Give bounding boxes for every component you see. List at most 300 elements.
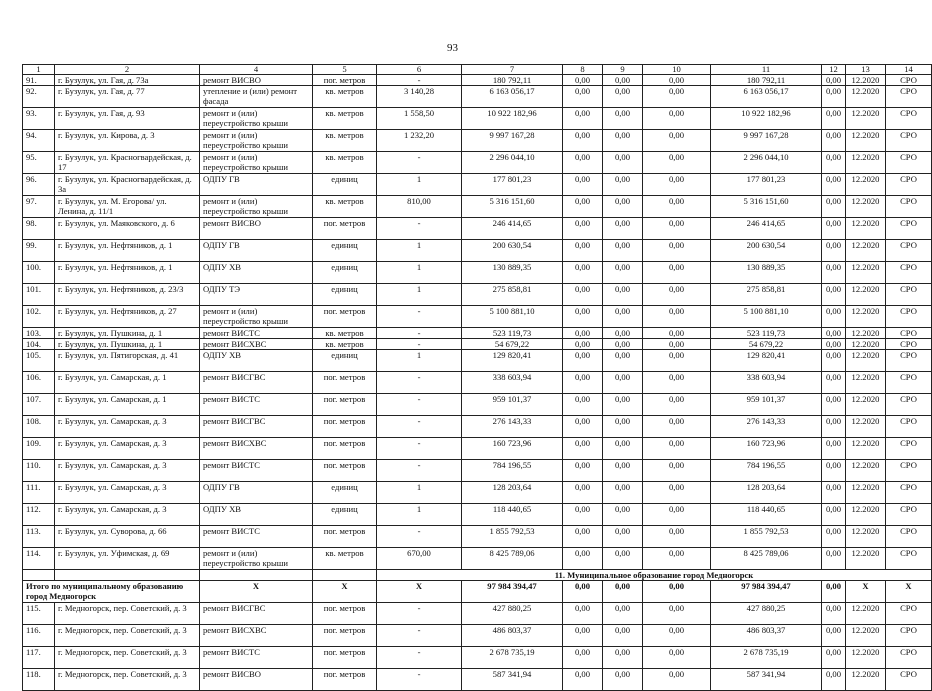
date-cell: 12.2020 — [846, 262, 886, 284]
date-cell: 12.2020 — [846, 108, 886, 130]
date-cell: 12.2020 — [846, 394, 886, 416]
total-fund: 0,00 — [563, 581, 603, 603]
total-x: X — [313, 581, 377, 603]
total-cell: 587 341,94 — [711, 669, 822, 691]
quantity-cell: 810,00 — [377, 196, 462, 218]
table-row — [23, 75, 932, 86]
row-number: 114. — [23, 548, 55, 570]
fund-cell: 0,00 — [822, 669, 846, 691]
row-number: 107. — [23, 394, 55, 416]
fund-cell: 0,00 — [822, 328, 846, 339]
fund-cell: 0,00 — [643, 262, 711, 284]
fund-cell: 0,00 — [643, 482, 711, 504]
table-row — [23, 416, 932, 438]
fund-cell: 0,00 — [822, 108, 846, 130]
fund-cell: 0,00 — [822, 152, 846, 174]
cost-cell: 129 820,41 — [462, 350, 563, 372]
method-cell: СРО — [886, 350, 932, 372]
work-type-cell: ремонт ВИСТС — [200, 647, 313, 669]
row-number: 91. — [23, 75, 55, 86]
total-cell: 427 880,25 — [711, 603, 822, 625]
fund-cell: 0,00 — [563, 482, 603, 504]
total-cell: 6 163 056,17 — [711, 86, 822, 108]
date-cell: 12.2020 — [846, 196, 886, 218]
section-spacer — [23, 570, 55, 581]
fund-cell: 0,00 — [603, 108, 643, 130]
table-row — [23, 108, 932, 130]
cost-cell: 275 858,81 — [462, 284, 563, 306]
fund-cell: 0,00 — [822, 174, 846, 196]
cost-cell: 587 341,94 — [462, 669, 563, 691]
unit-cell: кв. метров — [313, 548, 377, 570]
fund-cell: 0,00 — [603, 174, 643, 196]
unit-cell: пог. метров — [313, 669, 377, 691]
cost-cell: 338 603,94 — [462, 372, 563, 394]
fund-cell: 0,00 — [563, 394, 603, 416]
column-number: 2 — [55, 65, 200, 75]
unit-cell: кв. метров — [313, 196, 377, 218]
total-cell: 118 440,65 — [711, 504, 822, 526]
fund-cell: 0,00 — [563, 504, 603, 526]
fund-cell: 0,00 — [822, 548, 846, 570]
unit-cell: пог. метров — [313, 460, 377, 482]
fund-cell: 0,00 — [563, 372, 603, 394]
column-number-row — [23, 65, 932, 75]
total-x: X — [200, 581, 313, 603]
date-cell: 12.2020 — [846, 328, 886, 339]
fund-cell: 0,00 — [603, 262, 643, 284]
unit-cell: единиц — [313, 174, 377, 196]
fund-cell: 0,00 — [603, 86, 643, 108]
method-cell: СРО — [886, 306, 932, 328]
fund-cell: 0,00 — [603, 75, 643, 86]
table-row — [23, 669, 932, 691]
address-cell: г. Бузулук, ул. Гая, д. 73а — [55, 75, 200, 86]
date-cell: 12.2020 — [846, 460, 886, 482]
capital-repair-table — [22, 64, 932, 691]
date-cell: 12.2020 — [846, 339, 886, 350]
date-cell: 12.2020 — [846, 548, 886, 570]
fund-cell: 0,00 — [563, 75, 603, 86]
cost-cell: 486 803,37 — [462, 625, 563, 647]
fund-cell: 0,00 — [603, 504, 643, 526]
work-type-cell: ремонт и (или) переустройство крыши — [200, 108, 313, 130]
fund-cell: 0,00 — [603, 669, 643, 691]
total-cell: 486 803,37 — [711, 625, 822, 647]
cost-cell: 2 678 735,19 — [462, 647, 563, 669]
quantity-cell: - — [377, 647, 462, 669]
total-cell: 784 196,55 — [711, 460, 822, 482]
fund-cell: 0,00 — [563, 526, 603, 548]
table-row — [23, 130, 932, 152]
table-row — [23, 482, 932, 504]
total-cell: 5 316 151,60 — [711, 196, 822, 218]
fund-cell: 0,00 — [822, 394, 846, 416]
fund-cell: 0,00 — [563, 460, 603, 482]
cost-cell: 2 296 044,10 — [462, 152, 563, 174]
quantity-cell: - — [377, 625, 462, 647]
section-spacer — [55, 570, 200, 581]
fund-cell: 0,00 — [603, 372, 643, 394]
total-cell: 275 858,81 — [711, 284, 822, 306]
fund-cell: 0,00 — [563, 625, 603, 647]
fund-cell: 0,00 — [822, 372, 846, 394]
fund-cell: 0,00 — [643, 350, 711, 372]
fund-cell: 0,00 — [603, 152, 643, 174]
work-type-cell: ОДПУ ХВ — [200, 262, 313, 284]
fund-cell: 0,00 — [822, 306, 846, 328]
fund-cell: 0,00 — [643, 372, 711, 394]
work-type-cell: ремонт ВИСВО — [200, 75, 313, 86]
fund-cell: 0,00 — [563, 306, 603, 328]
address-cell: г. Бузулук, ул. Самарская, д. 1 — [55, 372, 200, 394]
quantity-cell: 1 558,50 — [377, 108, 462, 130]
fund-cell: 0,00 — [643, 548, 711, 570]
unit-cell: пог. метров — [313, 306, 377, 328]
total-label: Итого по муниципальному образованию город Медногорск — [23, 581, 200, 603]
method-cell: СРО — [886, 218, 932, 240]
row-number: 97. — [23, 196, 55, 218]
unit-cell: пог. метров — [313, 647, 377, 669]
row-number: 112. — [23, 504, 55, 526]
column-number: 10 — [643, 65, 711, 75]
table-row — [23, 174, 932, 196]
unit-cell: кв. метров — [313, 339, 377, 350]
section-title: 11. Муниципальное образование город Медногорск — [377, 570, 932, 581]
fund-cell: 0,00 — [822, 416, 846, 438]
fund-cell: 0,00 — [643, 284, 711, 306]
address-cell: г. Бузулук, ул. Самарская, д. 1 — [55, 394, 200, 416]
fund-cell: 0,00 — [822, 339, 846, 350]
address-cell: г. Бузулук, ул. Самарская, д. 3 — [55, 416, 200, 438]
row-number: 101. — [23, 284, 55, 306]
fund-cell: 0,00 — [643, 625, 711, 647]
date-cell: 12.2020 — [846, 372, 886, 394]
date-cell: 12.2020 — [846, 86, 886, 108]
unit-cell: пог. метров — [313, 526, 377, 548]
unit-cell: кв. метров — [313, 108, 377, 130]
unit-cell: единиц — [313, 284, 377, 306]
total-cell: 177 801,23 — [711, 174, 822, 196]
total-cell: 8 425 789,06 — [711, 548, 822, 570]
method-cell: СРО — [886, 262, 932, 284]
fund-cell: 0,00 — [563, 647, 603, 669]
fund-cell: 0,00 — [563, 130, 603, 152]
unit-cell: пог. метров — [313, 75, 377, 86]
cost-cell: 54 679,22 — [462, 339, 563, 350]
unit-cell: кв. метров — [313, 86, 377, 108]
quantity-cell: - — [377, 306, 462, 328]
column-number: 1 — [23, 65, 55, 75]
address-cell: г. Бузулук, ул. Уфимская, д. 69 — [55, 548, 200, 570]
fund-cell: 0,00 — [643, 438, 711, 460]
fund-cell: 0,00 — [643, 108, 711, 130]
total-cell: 200 630,54 — [711, 240, 822, 262]
fund-cell: 0,00 — [603, 647, 643, 669]
quantity-cell: 1 — [377, 284, 462, 306]
work-type-cell: ремонт ВИСТС — [200, 394, 313, 416]
method-cell: СРО — [886, 108, 932, 130]
date-cell: 12.2020 — [846, 647, 886, 669]
work-type-cell: ремонт ВИСВО — [200, 669, 313, 691]
cost-cell: 276 143,33 — [462, 416, 563, 438]
method-cell: СРО — [886, 152, 932, 174]
cost-cell: 959 101,37 — [462, 394, 563, 416]
unit-cell: пог. метров — [313, 438, 377, 460]
method-cell: СРО — [886, 240, 932, 262]
section-spacer — [313, 570, 377, 581]
fund-cell: 0,00 — [822, 625, 846, 647]
fund-cell: 0,00 — [643, 218, 711, 240]
work-type-cell: ремонт ВИСТС — [200, 328, 313, 339]
fund-cell: 0,00 — [603, 603, 643, 625]
date-cell: 12.2020 — [846, 240, 886, 262]
quantity-cell: - — [377, 416, 462, 438]
total-cell: 523 119,73 — [711, 328, 822, 339]
method-cell: СРО — [886, 86, 932, 108]
fund-cell: 0,00 — [822, 603, 846, 625]
total-cell: 180 792,11 — [711, 75, 822, 86]
fund-cell: 0,00 — [643, 416, 711, 438]
method-cell: СРО — [886, 548, 932, 570]
fund-cell: 0,00 — [643, 394, 711, 416]
address-cell: г. Бузулук, ул. Самарская, д. 3 — [55, 460, 200, 482]
column-number: 9 — [603, 65, 643, 75]
total-cell: 2 296 044,10 — [711, 152, 822, 174]
work-type-cell: ОДПУ ТЭ — [200, 284, 313, 306]
work-type-cell: ОДПУ ХВ — [200, 504, 313, 526]
fund-cell: 0,00 — [822, 284, 846, 306]
fund-cell: 0,00 — [563, 108, 603, 130]
fund-cell: 0,00 — [603, 218, 643, 240]
table-row — [23, 350, 932, 372]
work-type-cell: ремонт и (или) переустройство крыши — [200, 130, 313, 152]
fund-cell: 0,00 — [643, 460, 711, 482]
total-cell: 9 997 167,28 — [711, 130, 822, 152]
table-row — [23, 394, 932, 416]
column-number: 4 — [200, 65, 313, 75]
table-row — [23, 372, 932, 394]
method-cell: СРО — [886, 372, 932, 394]
fund-cell: 0,00 — [603, 526, 643, 548]
row-number: 96. — [23, 174, 55, 196]
quantity-cell: 1 — [377, 240, 462, 262]
total-cell: 2 678 735,19 — [711, 647, 822, 669]
date-cell: 12.2020 — [846, 174, 886, 196]
fund-cell: 0,00 — [822, 647, 846, 669]
method-cell: СРО — [886, 75, 932, 86]
date-cell: 12.2020 — [846, 482, 886, 504]
table-row — [23, 647, 932, 669]
unit-cell: пог. метров — [313, 603, 377, 625]
unit-cell: кв. метров — [313, 152, 377, 174]
row-number: 111. — [23, 482, 55, 504]
fund-cell: 0,00 — [822, 504, 846, 526]
total-cell: 10 922 182,96 — [711, 108, 822, 130]
date-cell: 12.2020 — [846, 625, 886, 647]
row-number: 108. — [23, 416, 55, 438]
column-number: 6 — [377, 65, 462, 75]
fund-cell: 0,00 — [563, 603, 603, 625]
address-cell: г. Бузулук, ул. Самарская, д. 3 — [55, 504, 200, 526]
fund-cell: 0,00 — [563, 284, 603, 306]
total-cell: 129 820,41 — [711, 350, 822, 372]
work-type-cell: ремонт ВИСХВС — [200, 625, 313, 647]
address-cell: г. Бузулук, ул. Гая, д. 93 — [55, 108, 200, 130]
work-type-cell: ремонт и (или) переустройство крыши — [200, 306, 313, 328]
total-x: X — [886, 581, 932, 603]
address-cell: г. Бузулук, ул. Суворова, д. 66 — [55, 526, 200, 548]
row-number: 110. — [23, 460, 55, 482]
date-cell: 12.2020 — [846, 75, 886, 86]
quantity-cell: - — [377, 603, 462, 625]
cost-cell: 784 196,55 — [462, 460, 563, 482]
fund-cell: 0,00 — [563, 218, 603, 240]
table-row — [23, 218, 932, 240]
quantity-cell: 670,00 — [377, 548, 462, 570]
total-cell: 246 414,65 — [711, 218, 822, 240]
total-x: X — [846, 581, 886, 603]
date-cell: 12.2020 — [846, 504, 886, 526]
fund-cell: 0,00 — [603, 416, 643, 438]
work-type-cell: ремонт ВИСГВС — [200, 603, 313, 625]
work-type-cell: ремонт и (или) переустройство крыши — [200, 196, 313, 218]
date-cell: 12.2020 — [846, 526, 886, 548]
cost-cell: 5 316 151,60 — [462, 196, 563, 218]
cost-cell: 160 723,96 — [462, 438, 563, 460]
address-cell: г. Бузулук, ул. Нефтяников, д. 1 — [55, 262, 200, 284]
fund-cell: 0,00 — [563, 196, 603, 218]
fund-cell: 0,00 — [643, 86, 711, 108]
section-spacer — [200, 570, 313, 581]
row-number: 104. — [23, 339, 55, 350]
cost-cell: 130 889,35 — [462, 262, 563, 284]
date-cell: 12.2020 — [846, 152, 886, 174]
method-cell: СРО — [886, 504, 932, 526]
fund-cell: 0,00 — [563, 339, 603, 350]
row-number: 105. — [23, 350, 55, 372]
cost-cell: 1 855 792,53 — [462, 526, 563, 548]
quantity-cell: - — [377, 218, 462, 240]
row-number: 106. — [23, 372, 55, 394]
address-cell: г. Бузулук, ул. Гая, д. 77 — [55, 86, 200, 108]
fund-cell: 0,00 — [643, 240, 711, 262]
row-number: 115. — [23, 603, 55, 625]
fund-cell: 0,00 — [822, 75, 846, 86]
table-row — [23, 438, 932, 460]
table-row — [23, 548, 932, 570]
method-cell: СРО — [886, 647, 932, 669]
cost-cell: 8 425 789,06 — [462, 548, 563, 570]
row-number: 99. — [23, 240, 55, 262]
total-x: X — [377, 581, 462, 603]
method-cell: СРО — [886, 669, 932, 691]
row-number: 98. — [23, 218, 55, 240]
quantity-cell: - — [377, 152, 462, 174]
fund-cell: 0,00 — [563, 174, 603, 196]
fund-cell: 0,00 — [822, 438, 846, 460]
address-cell: г. Бузулук, ул. Кирова, д. 3 — [55, 130, 200, 152]
date-cell: 12.2020 — [846, 306, 886, 328]
fund-cell: 0,00 — [822, 240, 846, 262]
fund-cell: 0,00 — [603, 625, 643, 647]
quantity-cell: - — [377, 394, 462, 416]
total-cell: 160 723,96 — [711, 438, 822, 460]
row-number: 100. — [23, 262, 55, 284]
total-cell: 130 889,35 — [711, 262, 822, 284]
address-cell: г. Бузулук, ул. Пятигорская, д. 41 — [55, 350, 200, 372]
fund-cell: 0,00 — [603, 350, 643, 372]
date-cell: 12.2020 — [846, 438, 886, 460]
fund-cell: 0,00 — [643, 669, 711, 691]
cost-cell: 6 163 056,17 — [462, 86, 563, 108]
fund-cell: 0,00 — [822, 130, 846, 152]
unit-cell: единиц — [313, 482, 377, 504]
row-number: 92. — [23, 86, 55, 108]
fund-cell: 0,00 — [563, 328, 603, 339]
row-number: 102. — [23, 306, 55, 328]
unit-cell: пог. метров — [313, 218, 377, 240]
row-number: 95. — [23, 152, 55, 174]
fund-cell: 0,00 — [822, 482, 846, 504]
work-type-cell: ремонт ВИСТС — [200, 526, 313, 548]
fund-cell: 0,00 — [822, 218, 846, 240]
total-cell: 276 143,33 — [711, 416, 822, 438]
fund-cell: 0,00 — [643, 130, 711, 152]
column-number: 8 — [563, 65, 603, 75]
fund-cell: 0,00 — [563, 350, 603, 372]
method-cell: СРО — [886, 416, 932, 438]
quantity-cell: - — [377, 339, 462, 350]
address-cell: г. Бузулук, ул. Нефтяников, д. 27 — [55, 306, 200, 328]
table-row — [23, 526, 932, 548]
quantity-cell: - — [377, 372, 462, 394]
method-cell: СРО — [886, 438, 932, 460]
fund-cell: 0,00 — [822, 526, 846, 548]
method-cell: СРО — [886, 328, 932, 339]
work-type-cell: ремонт и (или) переустройство крыши — [200, 548, 313, 570]
total-cell: 959 101,37 — [711, 394, 822, 416]
address-cell: г. Бузулук, ул. Пушкина, д. 1 — [55, 339, 200, 350]
unit-cell: единиц — [313, 504, 377, 526]
date-cell: 12.2020 — [846, 350, 886, 372]
quantity-cell: 1 — [377, 504, 462, 526]
row-number: 117. — [23, 647, 55, 669]
address-cell: г. Бузулук, ул. Маяковского, д. 6 — [55, 218, 200, 240]
work-type-cell: ОДПУ ГВ — [200, 240, 313, 262]
row-number: 109. — [23, 438, 55, 460]
quantity-cell: 1 — [377, 350, 462, 372]
method-cell: СРО — [886, 526, 932, 548]
unit-cell: пог. метров — [313, 416, 377, 438]
fund-cell: 0,00 — [563, 86, 603, 108]
table-row — [23, 460, 932, 482]
method-cell: СРО — [886, 196, 932, 218]
method-cell: СРО — [886, 460, 932, 482]
quantity-cell: 3 140,28 — [377, 86, 462, 108]
total-cost: 97 984 394,47 — [462, 581, 563, 603]
table-row — [23, 240, 932, 262]
cost-cell: 118 440,65 — [462, 504, 563, 526]
unit-cell: кв. метров — [313, 130, 377, 152]
fund-cell: 0,00 — [603, 240, 643, 262]
fund-cell: 0,00 — [643, 504, 711, 526]
table-row — [23, 328, 932, 339]
table-row — [23, 262, 932, 284]
table-row — [23, 339, 932, 350]
table-row — [23, 306, 932, 328]
fund-cell: 0,00 — [643, 603, 711, 625]
